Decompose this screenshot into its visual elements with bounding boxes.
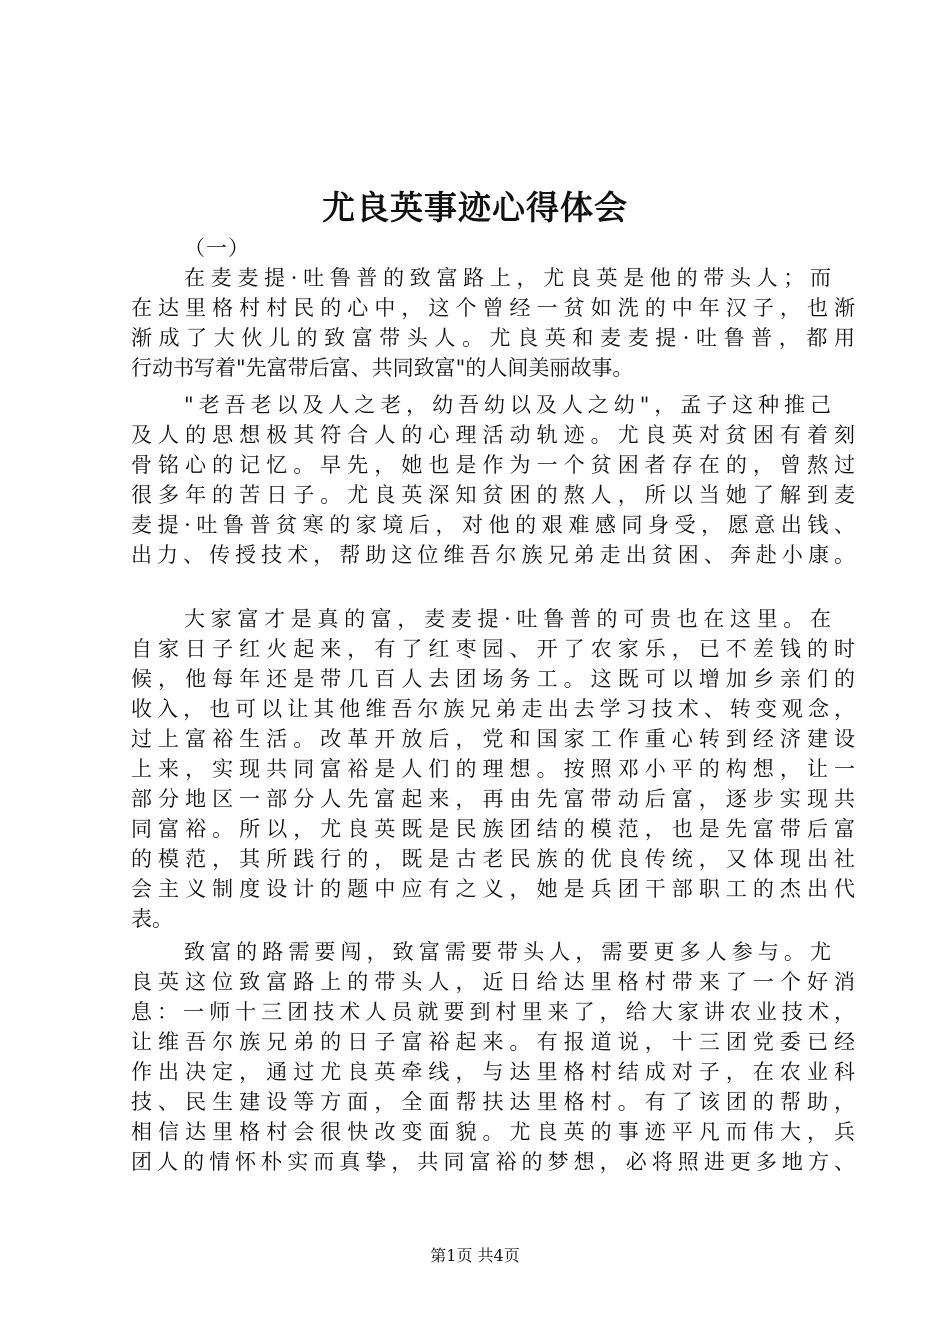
body-text-line: 大家富才是真的富，麦麦提·吐鲁普的可贵也在这里。在	[184, 607, 831, 631]
body-text-line: 行动书写着"先富带后富、共同致富"的人间美丽故事。	[131, 356, 634, 380]
body-text-line: 的模范，其所践行的，既是古老民族的优良传统，又体现出社	[131, 847, 855, 871]
body-text-line: 在达里格村村民的心中，这个曾经一贫如洗的中年汉子，也渐	[131, 296, 855, 320]
body-text-line: 收入，也可以让其他维吾尔族兄弟走出去学习技术、转变观念，	[131, 697, 855, 721]
body-text-line: 良英这位致富路上的带头人，近日给达里格村带来了一个好消	[131, 970, 855, 994]
body-text-line: 致富的路需要闯，致富需要带头人，需要更多人参与。尤	[184, 940, 831, 964]
body-text-line: 部分地区一部分人先富起来，再由先富带动后富，逐步实现共	[131, 787, 855, 811]
body-text-line: 在麦麦提·吐鲁普的致富路上，尤良英是他的带头人；而	[184, 266, 831, 290]
section-label: （一）	[184, 236, 250, 260]
body-text-line: "老吾老以及人之老，幼吾幼以及人之幼"，孟子这种推己	[184, 393, 831, 417]
body-text-line: 息：一师十三团技术人员就要到村里来了，给大家讲农业技术，	[131, 1000, 855, 1024]
body-text-line: 相信达里格村会很快改变面貌。尤良英的事迹平凡而伟大，兵	[131, 1120, 855, 1144]
body-text-line: 自家日子红火起来，有了红枣园、开了农家乐，已不差钱的时	[131, 637, 855, 661]
body-text-line: 技、民生建设等方面，全面帮扶达里格村。有了该团的帮助，	[131, 1090, 855, 1114]
body-text-line: 作出决定，通过尤良英牵线，与达里格村结成对子，在农业科	[131, 1060, 855, 1084]
document-title: 尤良英事迹心得体会	[322, 188, 628, 227]
body-text-line: 会主义制度设计的题中应有之义，她是兵团干部职工的杰出代	[131, 877, 855, 901]
body-text-line: 让维吾尔族兄弟的日子富裕起来。有报道说，十三团党委已经	[131, 1030, 855, 1054]
body-text-line: 过上富裕生活。改革开放后，党和国家工作重心转到经济建设	[131, 727, 855, 751]
body-text-line: 团人的情怀朴实而真挚，共同富裕的梦想，必将照进更多地方、	[131, 1150, 855, 1174]
body-text-line: 渐成了大伙儿的致富带头人。尤良英和麦麦提·吐鲁普，都用	[131, 326, 855, 350]
body-text-line: 及人的思想极其符合人的心理活动轨迹。尤良英对贫困有着刻	[131, 423, 855, 447]
body-text-line: 出力、传授技术，帮助这位维吾尔族兄弟走出贫困、奔赴小康。	[131, 543, 855, 567]
body-text-line: 很多年的苦日子。尤良英深知贫困的熬人，所以当她了解到麦	[131, 483, 855, 507]
body-text-line: 候，他每年还是带几百人去团场务工。这既可以增加乡亲们的	[131, 667, 855, 691]
body-text-line: 上来，实现共同富裕是人们的理想。按照邓小平的构想，让一	[131, 757, 855, 781]
body-text-line: 骨铭心的记忆。早先，她也是作为一个贫困者存在的，曾熬过	[131, 453, 855, 477]
body-text-line: 同富裕。所以，尤良英既是民族团结的模范，也是先富带后富	[131, 817, 855, 841]
body-text-line: 表。	[131, 907, 173, 931]
page-footer: 第1页 共4页	[430, 1246, 520, 1265]
body-text-line: 麦提·吐鲁普贫寒的家境后，对他的艰难感同身受，愿意出钱、	[131, 513, 855, 537]
